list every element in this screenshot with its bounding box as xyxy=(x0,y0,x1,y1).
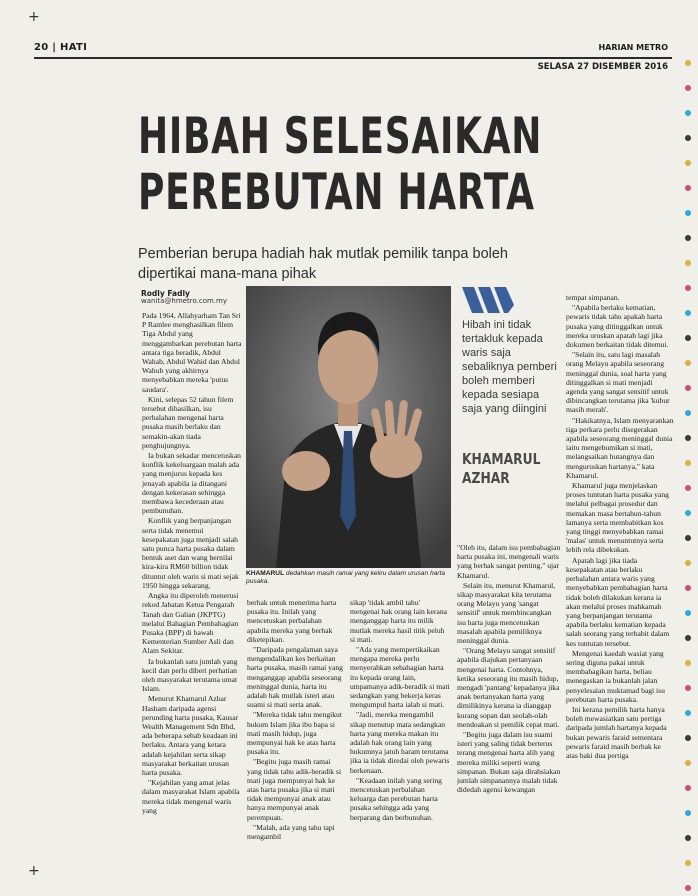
article-paragraph: Menurut Khamarul Azhar Hasham daripada agensi perunding harta pusaka, Kausar Wealth Management Sdn Bhd, ada beberapa sebab keadaan ini berlaku. Antara yang ketara adalah kejahilan serta sikap masyarakat berkaitan urusan harta pusaka. xyxy=(142,694,239,777)
registration-dot-icon xyxy=(685,135,691,141)
headline-line-2: PEREBUTAN HARTA xyxy=(138,163,535,221)
article-paragraph: Apatah lagi jika tiada kesepakatan atau berlaku perbalahan antara waris yang menyebabkan pembahagian harta tidak boleh dilakukan kerana ia akan melalui proses mahkamah yang berpanjangan terutama apabila berlaku kematian kepada salah seorang yang terbabit dalam kes tuntutan tersebut. xyxy=(566,555,670,648)
article-paragraph: "Malah, ada yang tahu tapi mengambil xyxy=(247,822,335,842)
photo-caption xyxy=(246,570,451,586)
registration-dot-icon xyxy=(685,885,691,891)
headline xyxy=(138,107,543,221)
article-paragraph: "Hakikatnya, Islam menyarankan tiga perkara perlu disegerakan apabila seseorang meninggal dunia iaitu mengebumikan si mati, melangsaikan hutangnya dan menguruskan hartanya," kata Khamarul. xyxy=(566,415,674,480)
registration-dot-icon xyxy=(685,410,691,416)
registration-dot-icon xyxy=(685,810,691,816)
article-paragraph: Konflik yang berpanjangan serta tidak menemui kesepakatan juga menjadi salah satu punca harta pusaka dalam bentuk aset dan wang bernilai kira-kira RM60 billion tidak dituntut oleh waris si mati sejak 1950 hingga sekarang. xyxy=(142,516,239,590)
caption-text: dedahkan masih ramai yang keliru dalam urusan harta pusaka. xyxy=(246,570,445,585)
article-paragraph: "Selain itu, satu lagi masalah orang Melayu apabila seseorang meninggal dunia, soal harta yang ditinggalkan si mati menjadi agenda yang sangat sensitif untuk dibincangkan terutama jika 'kubur masih merah'. xyxy=(566,350,670,415)
registration-dot-icon xyxy=(685,560,691,566)
article-column-3 xyxy=(350,598,450,890)
registration-dot-icon xyxy=(685,510,691,516)
article-paragraph: Khamarul juga menjelaskan proses tuntutan harta pusaka yang melalui pelbagai prosedur dan memakan masa bertahun-tahun lamanya serta membabitkan kos yang tinggi menyebabkan ramai 'malas' untuk menuntutnya serta lebih rela dibekukan. xyxy=(566,481,669,555)
header-rule xyxy=(34,57,672,59)
registration-dot-icon xyxy=(685,110,691,116)
registration-dot-icon xyxy=(685,260,691,266)
registration-dot-icon xyxy=(685,585,691,591)
registration-dot-icon xyxy=(685,635,691,641)
subheadline: Pemberian berupa hadiah hak mutlak pemilik tanpa boleh dipertikai mana-mana pihak xyxy=(138,246,508,282)
pullquote-attribution: KHAMARUL AZHAR xyxy=(462,450,541,487)
color-registration-strip xyxy=(682,60,694,896)
article-paragraph: "Keadaan inilah yang sering mencetuskan perbalahan keluarga dan perebutan harta pusaka sehingga ada yang berparang dan berbunuhan. xyxy=(350,775,442,822)
article-paragraph: Ini kerana pemilik harta hanya boleh mewasiatkan satu pertiga daripada jumlah hartanya kepada bukan pewaris faraid sementara pewaris faraid masih berhak ke atas baki dua pertiga xyxy=(566,704,667,760)
article-paragraph: "Mereka tidak tahu mengikut hukum Islam jika ibu bapa si mati masih hidup, juga mempunyai hak ke atas harta pusaka itu. xyxy=(247,710,342,757)
registration-dot-icon xyxy=(685,235,691,241)
page-label: 20 | HATI xyxy=(34,42,88,53)
article-paragraph: berhak untuk menerima harta pusaka itu. Inilah yang mencetuskan perbalahan apabila mereka yang berhak diketepikan. xyxy=(247,598,337,644)
article-column-4 xyxy=(457,543,561,890)
registration-dot-icon xyxy=(685,660,691,666)
article-paragraph: Angka itu diperoleh menerusi rekod Jabatan Ketua Pengarah Tanah dan Galian (JKPTG) melalui Bahagian Pembahagian Pusaka (BPP) di bawah Kementerian Sumber Asli dan Alam Sekitar. xyxy=(142,591,239,656)
article-photo xyxy=(246,286,451,568)
registration-dot-icon xyxy=(685,185,691,191)
registration-dot-icon xyxy=(685,535,691,541)
article-paragraph: Selain itu, menurut Khamarul, sikap masyarakat kita terutama orang Melayu yang 'sangat sensitif' untuk membincangkan isu harta juga mencetuskan masalah apabila pemiliknya meninggal dunia. xyxy=(457,580,556,646)
article-paragraph: "Begitu juga dalam isu suami isteri yang saling tidak berterus terang mengenai harta alih yang mereka miliki seperti wang simpanan. Bukan saja dirahsiakan jumlah simpanannya malah tidak didedah agensi kewangan xyxy=(457,730,561,795)
registration-dot-icon xyxy=(685,460,691,466)
registration-dot-icon xyxy=(685,85,691,91)
caption-name: KHAMARUL xyxy=(246,570,285,577)
registration-dot-icon xyxy=(685,385,691,391)
byline-email: wanita@hmetro.com.my xyxy=(141,297,227,305)
registration-dot-icon xyxy=(685,60,691,66)
pullquote-mark-icon xyxy=(462,287,514,313)
publication-name: HARIAN METRO xyxy=(598,43,668,52)
article-paragraph: "Ada yang mempertikaikan mengapa mereka perlu menyerahkan sebahagian harta itu kepada orang lain, umpamanya adik-beradik si mati sedangkan yang bekerja keras mengumpul harta ialah si mati. xyxy=(350,645,450,710)
article-paragraph: "Begitu juga masih ramai yang tidak tahu adik-beradik si mati juga mempunyai hak ke atas harta pusaka jika si mati tidak mempunyai anak atau hanya mempunyai anak perempuan. xyxy=(247,757,342,822)
headline-line-1: HIBAH SELESAIKAN xyxy=(138,107,543,165)
registration-dot-icon xyxy=(685,610,691,616)
registration-dot-icon xyxy=(685,760,691,766)
article-paragraph: "Orang Melayu sangat sensitif apabila diajukan pertanyaan mengenai harta. Contohnya, ketika seseorang itu masih hidup, mengadi 'pantang' kepadanya jika anak bertanyakan harta yang dimilikinya kerana ia dianggap kurang sopan dan seolah-olah mendoakan si pemilik cepat mati. xyxy=(457,646,560,729)
registration-dot-icon xyxy=(685,685,691,691)
registration-dot-icon xyxy=(685,435,691,441)
registration-dot-icon xyxy=(685,860,691,866)
issue-date: SELASA 27 DISEMBER 2016 xyxy=(537,62,668,72)
article-column-2 xyxy=(247,598,345,890)
article-paragraph: Kini, selepas 52 tahun filem tersebut dihasilkan, isu perbalahan mengenai harta pusaka masih berlaku dan semakin-akan tiada penghujungnya. xyxy=(142,394,234,450)
registration-dot-icon xyxy=(685,360,691,366)
pullquote-text: Hibah ini tidak tertakluk kepada waris saja sebaliknya pemberi boleh memberi kepada sesiapa saja yang diingini xyxy=(462,319,557,415)
registration-mark-icon: + xyxy=(28,863,40,879)
registration-dot-icon xyxy=(685,710,691,716)
article-paragraph: "Daripada pengalaman saya mengendalikan kes berkaitan harta pusaka, masih ramai yang menganggap apabila seseorang meninggal dunia, harta itu adalah hak mutlak isteri atau suami si mati serta anak. xyxy=(247,645,343,710)
registration-dot-icon xyxy=(685,785,691,791)
portrait-photo-icon xyxy=(246,286,451,568)
byline-author: Rodly Fadly xyxy=(141,289,190,298)
article-paragraph: "Apabila berlaku kematian, pewaris tidak tahu apakah harta pusaka yang ditinggalkan untuk mereka uruskan apatah lagi jika dokumen berkaitan tidak ditemui. xyxy=(566,303,669,350)
registration-dot-icon xyxy=(685,835,691,841)
registration-mark-icon: + xyxy=(28,9,40,25)
article-paragraph: tempat simpanan. xyxy=(566,293,620,302)
registration-dot-icon xyxy=(685,285,691,291)
registration-dot-icon xyxy=(685,335,691,341)
article-paragraph: Mengenai kaedah wasiat yang sering diguna pakai untuk membahagikan harta, beliau menegaskan ia bukanlah jalan penyelesaian muktamad bagi isu perebutan harta pusaka. xyxy=(566,648,665,704)
article-paragraph: Pada 1964, Allahyarham Tan Sri P Ramlee menghasilkan filem Tiga Abdul yang menggambarkan perebutan harta antara tiga beradik, Abdul Wahab, Abdul Wahid dan Abdul Wahub yang akhirnya menyebabkan mereka 'putus saudara'. xyxy=(142,311,242,394)
article-paragraph: "Kejahilan yang amat jelas dalam masyarakat Islam apabila mereka tidak mengenal waris yang xyxy=(142,778,240,815)
registration-dot-icon xyxy=(685,210,691,216)
registration-dot-icon xyxy=(685,310,691,316)
article-paragraph: "Jadi, mereka mengambil sikap menutup mata sedangkan harta yang mereka makan itu adalah hak orang lain yang hukumnya jatuh haram terutama jika ia tidak diredai oleh pewaris berkenaan. xyxy=(350,710,450,775)
registration-dot-icon xyxy=(685,485,691,491)
article-paragraph: Ia bukan sekadar mencetuskan konflik kekeluargaan malah ada yang menjurus kepada kes jenayah apabila ia ditangani dengan kekerasan sehingga membawa kecederaan atau pembunuhan. xyxy=(142,451,241,516)
registration-dot-icon xyxy=(685,160,691,166)
article-paragraph: Ia bukanlah satu jumlah yang kecil dan perlu diberi perhatian oleh masyarakat terutama umat Islam. xyxy=(142,656,238,694)
article-paragraph: sikap 'tidak ambil tahu' mengenai hak orang lain kerana menganggap harta itu milik mutlak mereka hasil titik peluh si mati. xyxy=(350,598,447,644)
registration-dot-icon xyxy=(685,735,691,741)
article-column-1 xyxy=(142,311,242,891)
article-column-5 xyxy=(566,293,674,890)
article-paragraph: "Oleh itu, dalam isu pembahagian harta pusaka ini, mengenali waris yang berhak sangat penting," ujar Khamarul. xyxy=(457,543,561,580)
